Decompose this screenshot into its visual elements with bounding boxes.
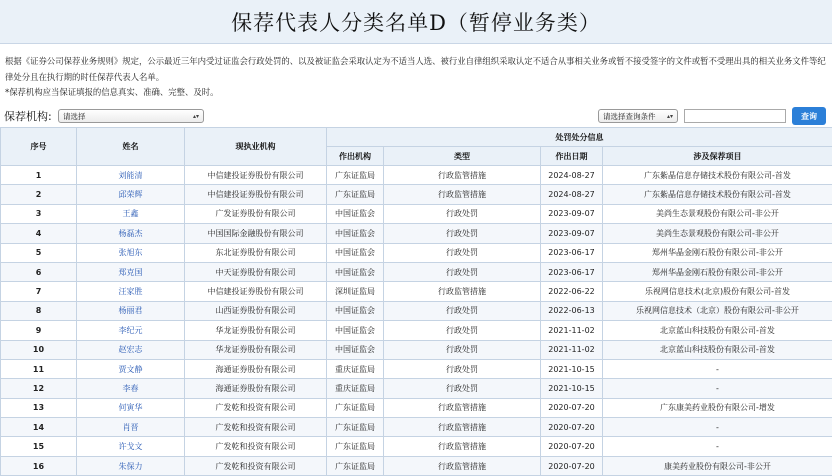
cell-name-link[interactable]: 郑克国 bbox=[77, 262, 185, 281]
cell-type: 行政处罚 bbox=[384, 359, 541, 378]
cell-project: 广东康美药业股份有限公司-增发 bbox=[603, 398, 832, 417]
query-condition-value: 请选择查询条件 bbox=[603, 111, 656, 121]
cell-current-org: 广发乾和投资有限公司 bbox=[185, 418, 327, 437]
cell-seq: 3 bbox=[1, 204, 77, 223]
table-row bbox=[1, 398, 832, 417]
table-row bbox=[1, 282, 832, 301]
cell-issuer: 重庆证监局 bbox=[327, 379, 384, 398]
cell-name-link[interactable]: 贾文静 bbox=[77, 359, 185, 378]
cell-date: 2021-11-02 bbox=[541, 340, 603, 359]
cell-seq: 4 bbox=[1, 224, 77, 243]
penalty-table bbox=[0, 127, 832, 476]
cell-type: 行政监管措施 bbox=[384, 418, 541, 437]
cell-seq: 16 bbox=[1, 456, 77, 475]
table-row bbox=[1, 185, 832, 204]
cell-type: 行政监管措施 bbox=[384, 437, 541, 456]
cell-project: 康美药业股份有限公司-非公开 bbox=[603, 456, 832, 475]
cell-issuer: 广东证监局 bbox=[327, 437, 384, 456]
table-row bbox=[1, 204, 832, 223]
table-row bbox=[1, 243, 832, 262]
cell-current-org: 广发证券股份有限公司 bbox=[185, 204, 327, 223]
cell-seq: 13 bbox=[1, 398, 77, 417]
notice-line-2: *保荐机构应当保证填报的信息真实、准确、完整、及时。 bbox=[5, 87, 219, 97]
cell-current-org: 东北证券股份有限公司 bbox=[185, 243, 327, 262]
table-row bbox=[1, 359, 832, 378]
table-row bbox=[1, 456, 832, 475]
cell-date: 2021-11-02 bbox=[541, 321, 603, 340]
table-row bbox=[1, 437, 832, 456]
cell-current-org: 中信建投证券股份有限公司 bbox=[185, 282, 327, 301]
cell-seq: 12 bbox=[1, 379, 77, 398]
cell-current-org: 海通证券股份有限公司 bbox=[185, 359, 327, 378]
cell-date: 2020-07-20 bbox=[541, 418, 603, 437]
cell-seq: 9 bbox=[1, 321, 77, 340]
notice-text bbox=[5, 54, 827, 101]
cell-current-org: 中国国际金融股份有限公司 bbox=[185, 224, 327, 243]
cell-type: 行政处罚 bbox=[384, 204, 541, 223]
cell-seq: 11 bbox=[1, 359, 77, 378]
table-row bbox=[1, 379, 832, 398]
cell-type: 行政监管措施 bbox=[384, 166, 541, 185]
page-header bbox=[0, 0, 832, 44]
cell-current-org: 山西证券股份有限公司 bbox=[185, 301, 327, 320]
cell-seq: 1 bbox=[1, 166, 77, 185]
cell-type: 行政处罚 bbox=[384, 340, 541, 359]
cell-date: 2020-07-20 bbox=[541, 398, 603, 417]
cell-issuer: 广东证监局 bbox=[327, 185, 384, 204]
col-header-project: 涉及保荐项目 bbox=[603, 147, 832, 166]
cell-issuer: 广东证监局 bbox=[327, 398, 384, 417]
cell-name-link[interactable]: 何寅华 bbox=[77, 398, 185, 417]
col-header-type: 类型 bbox=[384, 147, 541, 166]
cell-name-link[interactable]: 杨丽君 bbox=[77, 301, 185, 320]
cell-current-org: 中信建投证券股份有限公司 bbox=[185, 185, 327, 204]
cell-name-link[interactable]: 王鑫 bbox=[77, 204, 185, 223]
cell-project: 广东紫晶信息存储技术股份有限公司-首发 bbox=[603, 185, 832, 204]
cell-date: 2023-06-17 bbox=[541, 262, 603, 281]
cell-date: 2022-06-22 bbox=[541, 282, 603, 301]
col-header-current-org: 现执业机构 bbox=[185, 128, 327, 166]
table-row bbox=[1, 418, 832, 437]
up-down-chevron-icon: ▴▾ bbox=[666, 112, 673, 120]
cell-date: 2022-06-13 bbox=[541, 301, 603, 320]
cell-type: 行政处罚 bbox=[384, 262, 541, 281]
cell-project: 郑州华晶金刚石股份有限公司-非公开 bbox=[603, 262, 832, 281]
cell-name-link[interactable]: 张旭东 bbox=[77, 243, 185, 262]
cell-date: 2023-09-07 bbox=[541, 224, 603, 243]
cell-seq: 8 bbox=[1, 301, 77, 320]
cell-date: 2020-07-20 bbox=[541, 456, 603, 475]
cell-type: 行政处罚 bbox=[384, 379, 541, 398]
cell-issuer: 中国证监会 bbox=[327, 321, 384, 340]
table-body bbox=[1, 166, 832, 476]
cell-seq: 15 bbox=[1, 437, 77, 456]
cell-issuer: 广东证监局 bbox=[327, 418, 384, 437]
filter-bar bbox=[0, 106, 832, 126]
cell-current-org: 海通证券股份有限公司 bbox=[185, 379, 327, 398]
cell-project: 北京蓝山科技股份有限公司-首发 bbox=[603, 340, 832, 359]
table-row bbox=[1, 340, 832, 359]
cell-seq: 6 bbox=[1, 262, 77, 281]
cell-type: 行政监管措施 bbox=[384, 282, 541, 301]
cell-project: - bbox=[603, 437, 832, 456]
cell-type: 行政监管措施 bbox=[384, 456, 541, 475]
cell-current-org: 广发乾和投资有限公司 bbox=[185, 456, 327, 475]
table-row bbox=[1, 301, 832, 320]
cell-issuer: 中国证监会 bbox=[327, 340, 384, 359]
table-row bbox=[1, 262, 832, 281]
cell-type: 行政处罚 bbox=[384, 224, 541, 243]
cell-project: 美尚生态景观股份有限公司-非公开 bbox=[603, 224, 832, 243]
cell-project: 美尚生态景观股份有限公司-非公开 bbox=[603, 204, 832, 223]
cell-name-link[interactable]: 许戈文 bbox=[77, 437, 185, 456]
cell-date: 2023-06-17 bbox=[541, 243, 603, 262]
cell-name-link[interactable]: 汪家胜 bbox=[77, 282, 185, 301]
table-row bbox=[1, 321, 832, 340]
cell-seq: 7 bbox=[1, 282, 77, 301]
cell-date: 2020-07-20 bbox=[541, 437, 603, 456]
search-button[interactable]: 查询 bbox=[792, 107, 826, 125]
cell-seq: 14 bbox=[1, 418, 77, 437]
table-row bbox=[1, 224, 832, 243]
cell-current-org: 华龙证券股份有限公司 bbox=[185, 321, 327, 340]
cell-issuer: 中国证监会 bbox=[327, 224, 384, 243]
table-row bbox=[1, 166, 832, 185]
cell-project: 郑州华晶金刚石股份有限公司-非公开 bbox=[603, 243, 832, 262]
cell-date: 2024-08-27 bbox=[541, 166, 603, 185]
col-header-date: 作出日期 bbox=[541, 147, 603, 166]
cell-current-org: 广发乾和投资有限公司 bbox=[185, 437, 327, 456]
cell-name-link[interactable]: 邱荣辉 bbox=[77, 185, 185, 204]
cell-name-link[interactable]: 刘能清 bbox=[77, 166, 185, 185]
cell-name-link[interactable]: 朱保力 bbox=[77, 456, 185, 475]
notice-line-1: 根据《证券公司保荐业务规则》规定，公示最近三年内受过证监会行政处罚的、以及被证监会采取认定为不适当人选、被行业自律组织采取认定不适合从事相关业务或暂不接受签字的文件或暂不受理出具的相关业务文件等纪律处分且在执行期的时任保荐代表人名单。 bbox=[5, 56, 826, 82]
cell-issuer: 广东证监局 bbox=[327, 456, 384, 475]
cell-issuer: 深圳证监局 bbox=[327, 282, 384, 301]
cell-seq: 5 bbox=[1, 243, 77, 262]
cell-name-link[interactable]: 杨磊杰 bbox=[77, 224, 185, 243]
search-input[interactable] bbox=[684, 109, 786, 123]
cell-type: 行政监管措施 bbox=[384, 398, 541, 417]
cell-project: - bbox=[603, 359, 832, 378]
cell-project: 乐视网信息技术(北京)股份有限公司-首发 bbox=[603, 282, 832, 301]
org-filter-label: 保荐机构: bbox=[4, 110, 52, 123]
cell-project: 北京蓝山科技股份有限公司-首发 bbox=[603, 321, 832, 340]
col-header-issuer: 作出机构 bbox=[327, 147, 384, 166]
cell-project: 广东紫晶信息存储技术股份有限公司-首发 bbox=[603, 166, 832, 185]
cell-name-link[interactable]: 李春 bbox=[77, 379, 185, 398]
up-down-chevron-icon: ▴▾ bbox=[192, 112, 199, 120]
query-condition-select[interactable] bbox=[598, 109, 678, 123]
cell-issuer: 重庆证监局 bbox=[327, 359, 384, 378]
cell-date: 2021-10-15 bbox=[541, 359, 603, 378]
cell-seq: 10 bbox=[1, 340, 77, 359]
cell-type: 行政处罚 bbox=[384, 321, 541, 340]
cell-date: 2023-09-07 bbox=[541, 204, 603, 223]
cell-date: 2024-08-27 bbox=[541, 185, 603, 204]
cell-name-link[interactable]: 李纪元 bbox=[77, 321, 185, 340]
cell-issuer: 广东证监局 bbox=[327, 166, 384, 185]
org-select-value: 请选择 bbox=[63, 111, 86, 121]
cell-seq: 2 bbox=[1, 185, 77, 204]
cell-current-org: 华龙证券股份有限公司 bbox=[185, 340, 327, 359]
org-select[interactable] bbox=[58, 109, 204, 123]
cell-project: - bbox=[603, 418, 832, 437]
cell-date: 2021-10-15 bbox=[541, 379, 603, 398]
cell-current-org: 广发乾和投资有限公司 bbox=[185, 398, 327, 417]
cell-type: 行政处罚 bbox=[384, 243, 541, 262]
cell-name-link[interactable]: 赵宏志 bbox=[77, 340, 185, 359]
cell-project: 乐视网信息技术（北京）股份有限公司-非公开 bbox=[603, 301, 832, 320]
cell-current-org: 中信建投证券股份有限公司 bbox=[185, 166, 327, 185]
cell-type: 行政处罚 bbox=[384, 301, 541, 320]
cell-issuer: 中国证监会 bbox=[327, 204, 384, 223]
cell-current-org: 中天证券股份有限公司 bbox=[185, 262, 327, 281]
cell-name-link[interactable]: 肖晋 bbox=[77, 418, 185, 437]
cell-issuer: 中国证监会 bbox=[327, 301, 384, 320]
cell-issuer: 中国证监会 bbox=[327, 262, 384, 281]
cell-project: - bbox=[603, 379, 832, 398]
col-header-seq: 序号 bbox=[1, 128, 77, 166]
col-header-penalty-group: 处罚处分信息 bbox=[327, 128, 832, 147]
page-title: 保荐代表人分类名单D（暂停业务类） bbox=[231, 10, 601, 35]
col-header-name: 姓名 bbox=[77, 128, 185, 166]
cell-type: 行政监管措施 bbox=[384, 185, 541, 204]
cell-issuer: 中国证监会 bbox=[327, 243, 384, 262]
